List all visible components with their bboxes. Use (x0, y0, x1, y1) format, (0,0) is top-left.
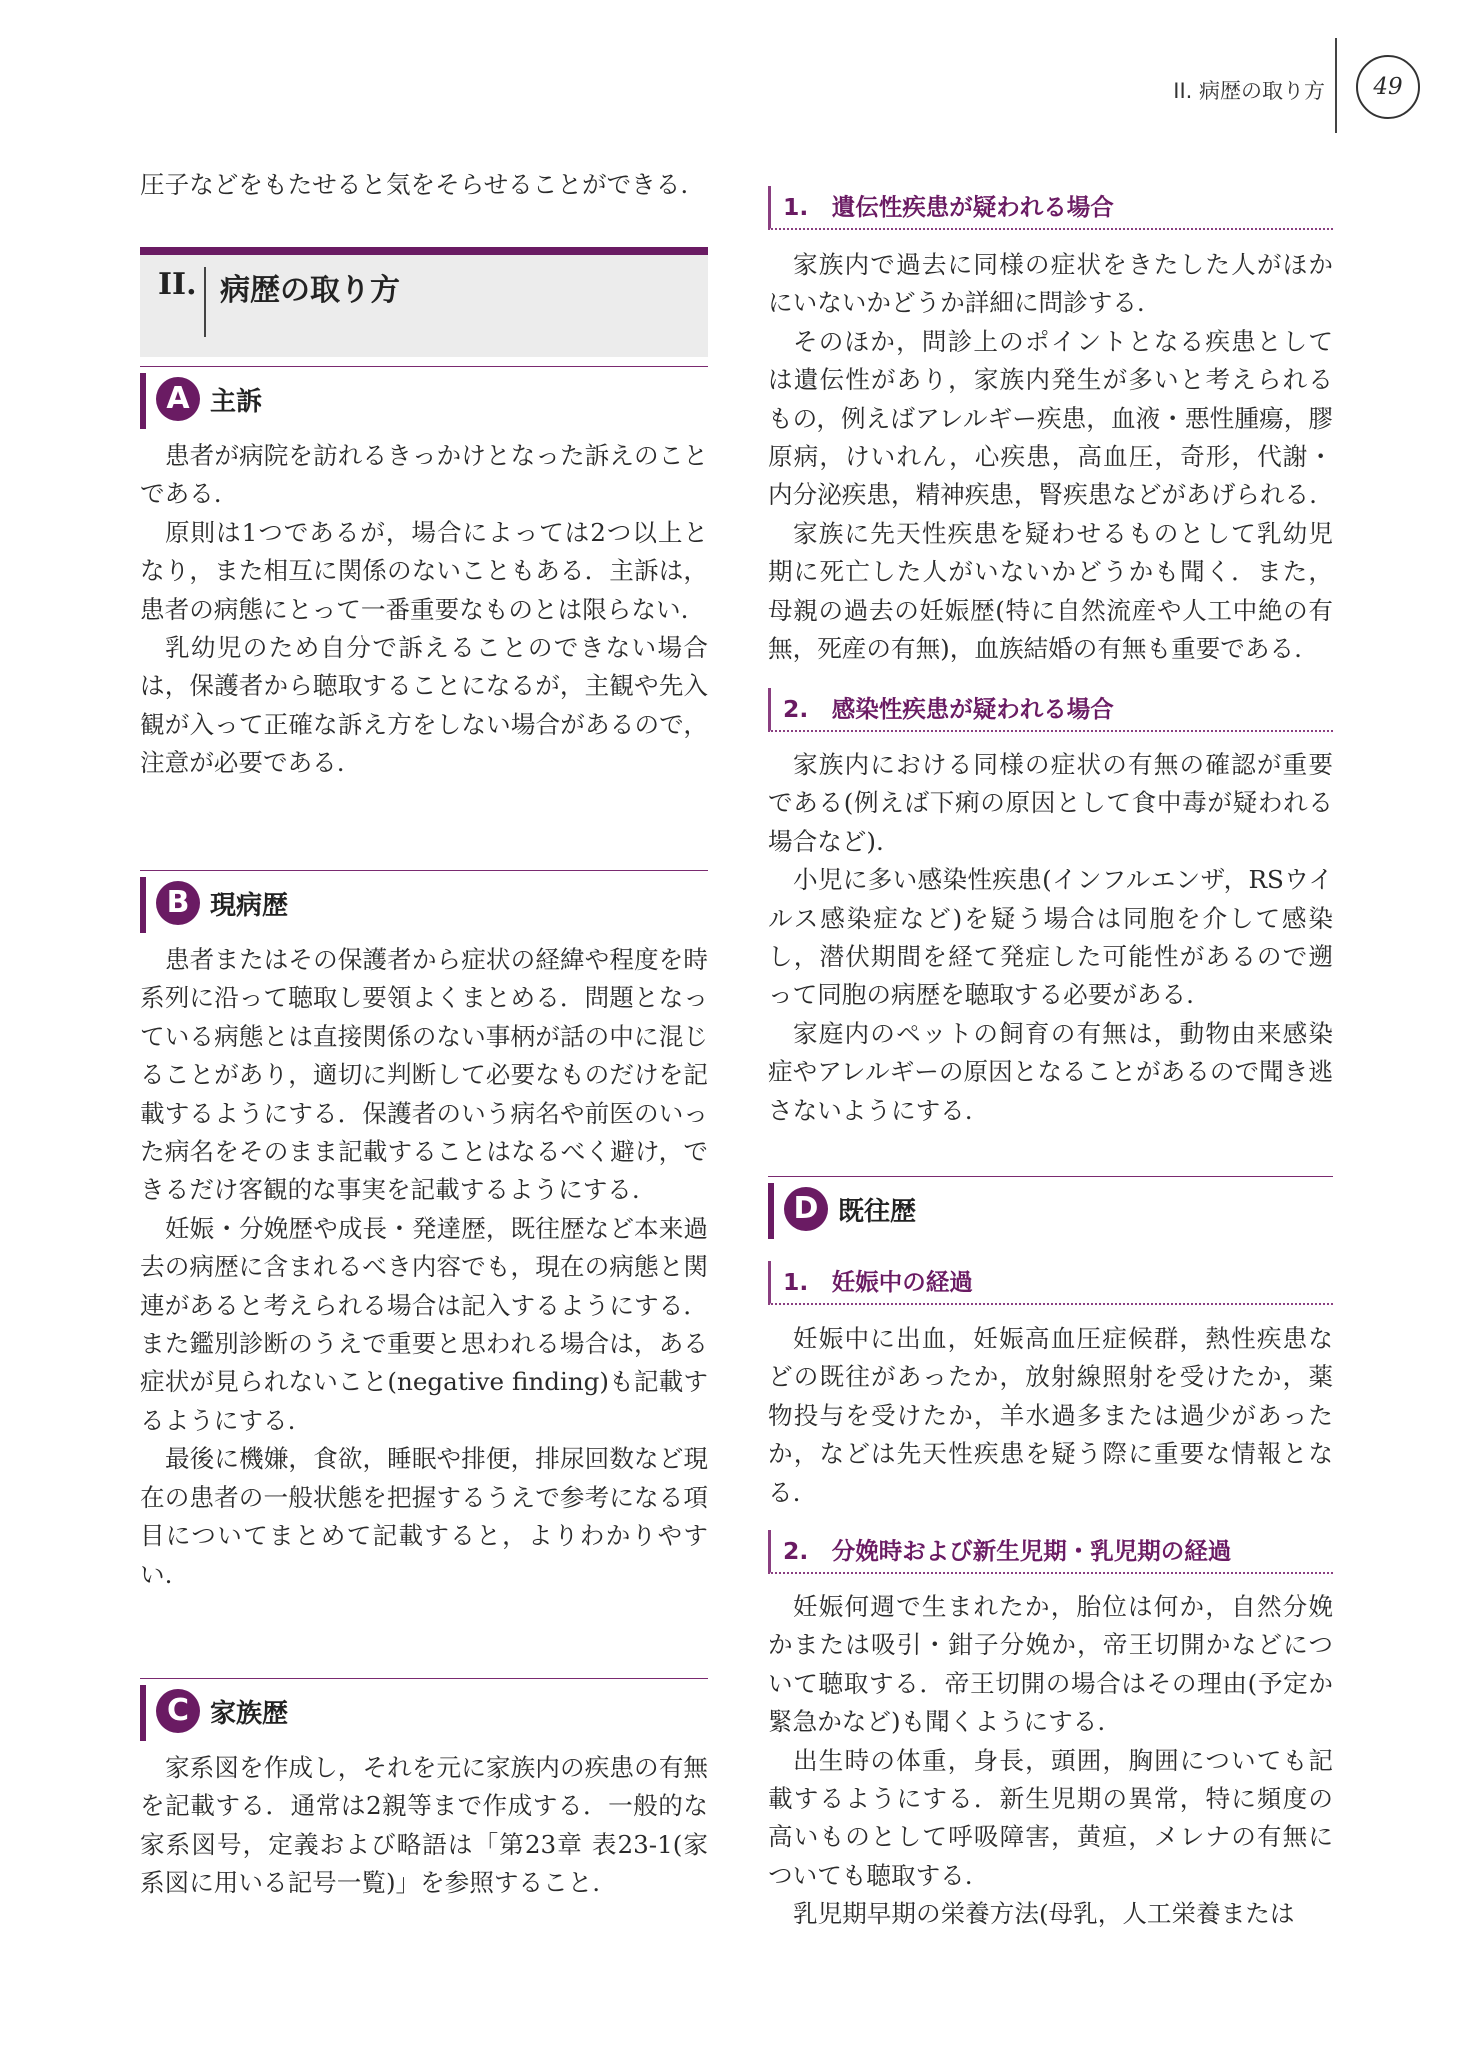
paragraph: 原則は1つであるが，場合によっては2つ以上となり，また相互に関係のないこともある．主訴は，患者の病態にとって一番重要なものとは限らない. (140, 517, 708, 624)
chapter-divider (204, 267, 206, 337)
section-badge: A (156, 377, 200, 421)
subheading-pregnancy (768, 1261, 1333, 1305)
subD2-body (768, 1588, 1333, 1934)
page-number: 49 (1356, 55, 1420, 119)
section-title: 主訴 (210, 387, 263, 417)
subheading-delivery (768, 1530, 1333, 1574)
section-c-heading (140, 1678, 708, 1741)
sub2-body (768, 746, 1333, 1130)
paragraph: 出生時の体重，身長，頭囲，胸囲についても記載するようにする．新生児期の異常，特に頻度の高いものとして呼吸障害，黄疸，メレナの有無についても聴取する. (768, 1745, 1333, 1890)
paragraph: 最後に機嫌，食欲，睡眠や排便，排尿回数など現在の患者の一般状態を把握するうえで参考になる項目についてまとめて記載すると，よりわかりやすい. (140, 1444, 708, 1589)
section-d-heading (768, 1176, 1333, 1239)
paragraph: 患者またはその保護者から症状の経緯や程度を時系列に沿って聴取し要領よくまとめる．問題となっている病態とは直接関係のない事柄が話の中に混じることがあり，適切に判断して必要なものだけを記載するようにする．保護者のいう病名や前医のいった病名をそのまま記載することはなるべく避け，できるだけ客観的な事実を記載するようにする. (140, 945, 708, 1205)
chapter-title: 病歴の取り方 (220, 273, 400, 308)
paragraph: 家族内における同様の症状の有無の確認が重要である(例えば下痢の原因として食中毒が疑われる場合など). (768, 750, 1333, 856)
section-badge: D (784, 1187, 828, 1231)
paragraph: 乳児期早期の栄養方法(母乳，人工栄養または (793, 1899, 1295, 1929)
section-title: 既往歴 (838, 1197, 917, 1227)
subheading-infectious (768, 688, 1333, 732)
sub1-body (768, 246, 1333, 668)
subheading-hereditary (768, 186, 1333, 230)
section-b-body (140, 941, 708, 1594)
section-badge: B (156, 881, 200, 925)
paragraph: 家系図を作成し，それを元に家族内の疾患の有無を記載する．通常は2親等まで作成する．一般的な家系図号，定義および略語は「第23章 表23-1(家系図に用いる記号一覧)」を参照すること. (140, 1753, 708, 1898)
header-divider (1335, 38, 1337, 133)
subD1-body (768, 1320, 1333, 1512)
paragraph: 家族に先天性疾患を疑わせるものとして乳幼児期に死亡した人がいないかどうかも聞く．また，母親の過去の妊娠歴(特に自然流産や人工中絶の有無，死産の有無)，血族結婚の有無も重要である. (768, 518, 1333, 664)
paragraph: 乳幼児のため自分で訴えることのできない場合は，保護者から聴取することになるが，主観や先入観が入って正確な訴え方をしない場合があるので，注意が必要である. (140, 633, 708, 778)
running-header: II. 病歴の取り方 (1173, 79, 1325, 103)
intro-text: 圧子などをもたせると気をそらせることができる. (140, 170, 689, 199)
paragraph: 患者が病院を訪れるきっかけとなった訴えのことである. (140, 441, 708, 509)
section-a-heading (140, 366, 708, 429)
chapter-number: II. (158, 267, 197, 302)
section-b-heading (140, 870, 708, 933)
section-badge: C (156, 1689, 200, 1733)
paragraph: そのほか，問診上のポイントとなる疾患としては遺伝性があり，家族内発生が多いと考えられるもの，例えばアレルギー疾患，血液・悪性腫瘍，膠原病，けいれん，心疾患，高血圧，奇形，代謝・内分泌疾患，精神疾患，腎疾患などがあげられる. (768, 326, 1333, 510)
chapter-heading (140, 247, 708, 357)
paragraph: 妊娠何週で生まれたか，胎位は何か，自然分娩かまたは吸引・鉗子分娩か，帝王切開かなどについて聴取する．帝王切開の場合はその理由(予定か緊急かなど)も聞くようにする. (768, 1592, 1333, 1737)
paragraph: 小児に多い感染性疾患(インフルエンザ，RSウイルス感染症など)を疑う場合は同胞を介して感染し，潜伏期間を経て発症した可能性があるので遡って同胞の病歴を聴取する必要がある. (768, 865, 1333, 1010)
subheading-title: 2. 感染性疾患が疑われる場合 (783, 695, 1114, 723)
subheading-title: 1. 遺伝性疾患が疑われる場合 (783, 193, 1114, 221)
section-c-body (140, 1749, 708, 1903)
subheading-title: 1. 妊娠中の経過 (783, 1268, 973, 1296)
subheading-title: 2. 分娩時および新生児期・乳児期の経過 (783, 1537, 1232, 1565)
section-a-body (140, 437, 708, 783)
paragraph: 妊娠・分娩歴や成長・発達歴，既往歴など本来過去の病歴に含まれるべき内容でも，現在の病態と関連があると考えられる場合は記入するようにする．また鑑別診断のうえで重要と思われる場合は，ある症状が見られないこと(negative finding)も記載するようにする. (140, 1213, 708, 1435)
paragraph: 家族内で過去に同様の症状をきたした人がほかにいないかどうか詳細に問診する. (768, 250, 1333, 318)
section-title: 家族歴 (210, 1699, 289, 1729)
paragraph: 家庭内のペットの飼育の有無は，動物由来感染症やアレルギーの原因となることがあるので聞き逃さないようにする. (768, 1018, 1333, 1125)
section-title: 現病歴 (210, 891, 289, 921)
paragraph: 妊娠中に出血，妊娠高血圧症候群，熱性疾患などの既往があったか，放射線照射を受けたか，薬物投与を受けたか，羊水過多または過少があったか，などは先天性疾患を疑う際に重要な情報となる. (768, 1324, 1333, 1507)
